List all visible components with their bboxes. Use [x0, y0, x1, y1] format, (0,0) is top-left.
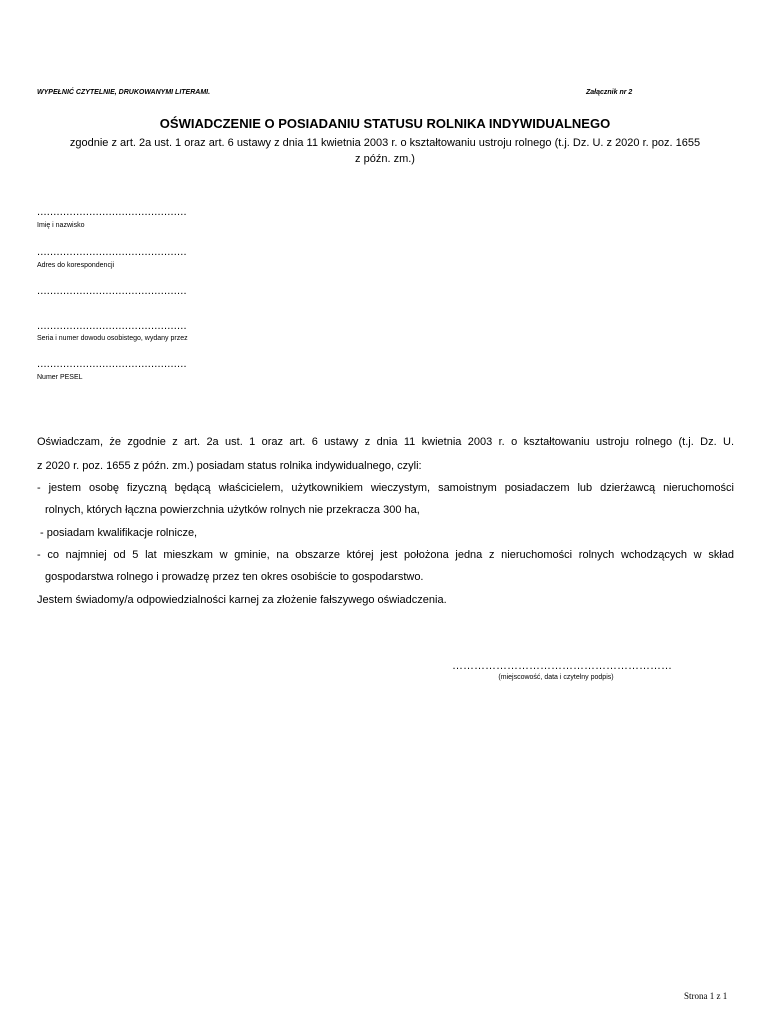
subtitle-line-1: zgodnie z art. 2a ust. 1 oraz art. 6 ustawy z dnia 11 kwietnia 2003 r. o kształtowaniu ustroju rolnego (t.j. Dz. U. z 2020 r. poz. 1655	[69, 137, 701, 149]
address-field[interactable]: ..............................................	[37, 246, 187, 258]
declaration-line-6: - co najmniej od 5 lat mieszkam w gminie, na obszarze której jest położona jedna z nieruchomości rolnych wchodzących w skład	[37, 549, 734, 561]
declaration-line-7: gospodarstwa rolnego i prowadzę przez ten okres osobiście to gospodarstwo.	[45, 571, 424, 583]
subtitle-line-2: z późn. zm.)	[355, 153, 415, 165]
name-field-label: Imię i nazwisko	[37, 222, 85, 229]
address-field-label: Adres do korespondencji	[37, 262, 115, 269]
instruction-header: WYPEŁNIĆ CZYTELNIE, DRUKOWANYMI LITERAMI.	[37, 89, 211, 96]
signature-label: (miejscowość, data i czytelny podpis)	[498, 674, 614, 681]
declaration-line-1: Oświadczam, że zgodnie z art. 2a ust. 1 oraz art. 6 ustawy z dnia 11 kwietnia 2003 r. o kształtowaniu ustroju rolnego (t.j. Dz. U.	[37, 436, 734, 448]
pesel-field-label: Numer PESEL	[37, 374, 83, 381]
id-document-field-label: Seria i numer dowodu osobistego, wydany przez	[37, 335, 188, 342]
declaration-line-3: - jestem osobę fizyczną będącą właścicielem, użytkownikiem wieczystym, samoistnym posiadaczem lub dzierżawcą nieruchomości	[37, 482, 734, 494]
name-field[interactable]: ..............................................	[37, 206, 187, 218]
declaration-line-5: - posiadam kwalifikacje rolnicze,	[40, 527, 198, 539]
address-field-line-2[interactable]: ..............................................	[37, 285, 187, 297]
declaration-line-4: rolnych, których łączna powierzchnia użytków rolnych nie przekracza 300 ha,	[45, 504, 420, 516]
declaration-line-2: z 2020 r. poz. 1655 z późn. zm.) posiadam status rolnika indywidualnego, czyli:	[37, 460, 422, 472]
signature-field[interactable]: ……………………………………………………	[452, 660, 672, 672]
declaration-line-8: Jestem świadomy/a odpowiedzialności karnej za złożenie fałszywego oświadczenia.	[37, 594, 447, 606]
page-number: Strona 1 z 1	[684, 991, 728, 1001]
document-title: OŚWIADCZENIE O POSIADANIU STATUSU ROLNIKA INDYWIDUALNEGO	[159, 116, 611, 131]
document-subtitle	[40, 135, 730, 167]
id-document-field[interactable]: ..............................................	[37, 320, 187, 332]
pesel-field[interactable]: ..............................................	[37, 358, 187, 370]
attachment-number: Załącznik nr 2	[586, 89, 633, 96]
